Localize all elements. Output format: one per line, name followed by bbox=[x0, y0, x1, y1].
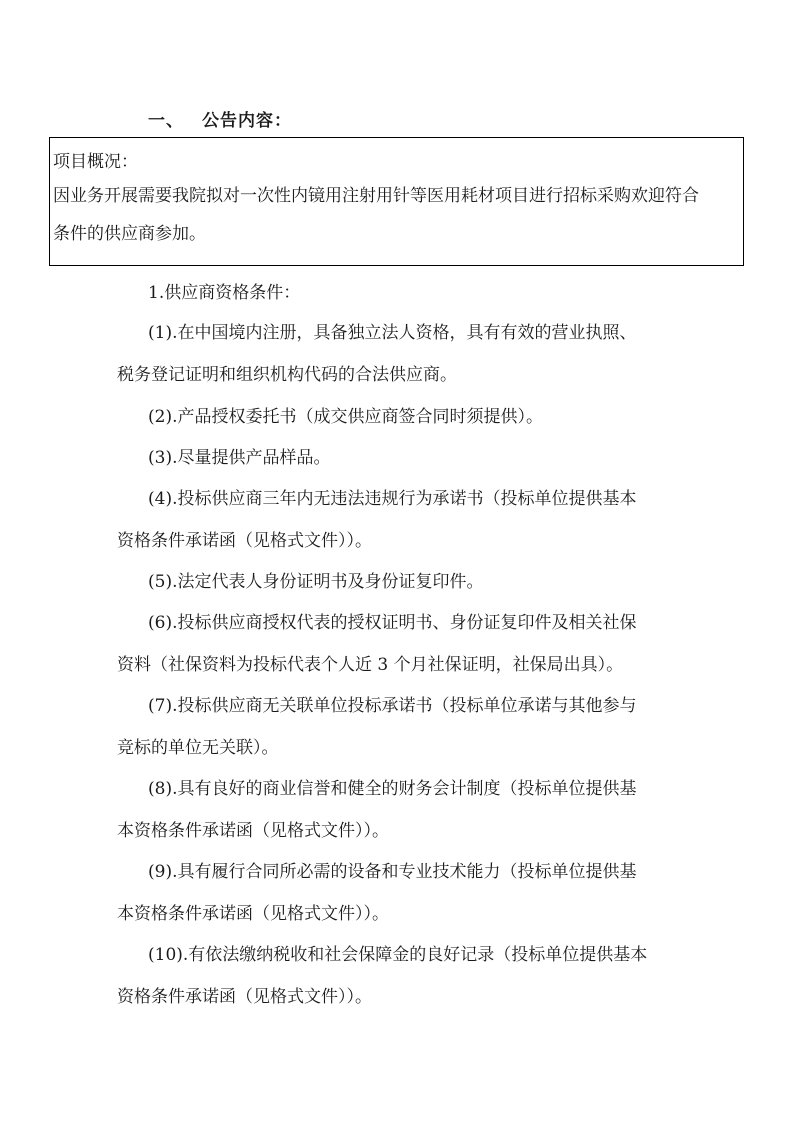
qualification-item-10-line-1: (10).有依法缴纳税收和社会保障金的良好记录（投标单位提供基本 bbox=[148, 945, 648, 965]
qualification-item-7-line-2: 竞标的单位无关联）。 bbox=[117, 738, 279, 758]
qualifications-title: 1.供应商资格条件： bbox=[148, 283, 301, 303]
section-heading bbox=[148, 106, 292, 131]
qualification-item-4-line-2: 资格条件承诺函（见格式文件））。 bbox=[117, 531, 372, 551]
qualification-item-9-line-1: (9).具有履行合同所必需的设备和专业技术能力（投标单位提供基 bbox=[148, 862, 637, 882]
qualification-item-6-line-2: 资料（社保资料为投标代表个人近 3 个月社保证明，社保局出具）。 bbox=[117, 655, 624, 675]
qualification-item-1-line-1: (1).在中国境内注册，具备独立法人资格，具有有效的营业执照、 bbox=[148, 323, 637, 343]
qualification-item-7-line-1: (7).投标供应商无关联单位投标承诺书（投标单位承诺与其他参与 bbox=[148, 696, 637, 716]
project-overview-box bbox=[49, 137, 744, 266]
qualification-item-2: (2).产品授权委托书（成交供应商签合同时须提供）。 bbox=[148, 407, 543, 427]
qualification-item-5: (5).法定代表人身份证明书及身份证复印件。 bbox=[148, 572, 484, 592]
qualification-item-9-line-2: 本资格条件承诺函（见格式文件））。 bbox=[117, 904, 389, 924]
overview-line-1: 因业务开展需要我院拟对一次性内镜用注射用针等医用耗材项目进行招标采购欢迎符合 bbox=[53, 186, 699, 206]
qualification-item-3: (3).尽量提供产品样品。 bbox=[148, 448, 331, 468]
qualification-item-8-line-1: (8).具有良好的商业信誉和健全的财务会计制度（投标单位提供基 bbox=[148, 779, 637, 799]
section-title: 公告内容： bbox=[202, 111, 292, 131]
qualification-item-8-line-2: 本资格条件承诺函（见格式文件））。 bbox=[117, 821, 389, 841]
qualification-item-6-line-1: (6).投标供应商授权代表的授权证明书、身份证复印件及相关社保 bbox=[148, 613, 637, 633]
qualification-item-10-line-2: 资格条件承诺函（见格式文件））。 bbox=[117, 987, 372, 1007]
section-number: 一、 bbox=[148, 111, 184, 131]
qualification-item-4-line-1: (4).投标供应商三年内无违法违规行为承诺书（投标单位提供基本 bbox=[148, 489, 637, 509]
qualification-item-1-line-2: 税务登记证明和组织机构代码的合法供应商。 bbox=[117, 365, 457, 385]
overview-title: 项目概况： bbox=[53, 152, 138, 172]
overview-line-2: 条件的供应商参加。 bbox=[53, 224, 206, 244]
